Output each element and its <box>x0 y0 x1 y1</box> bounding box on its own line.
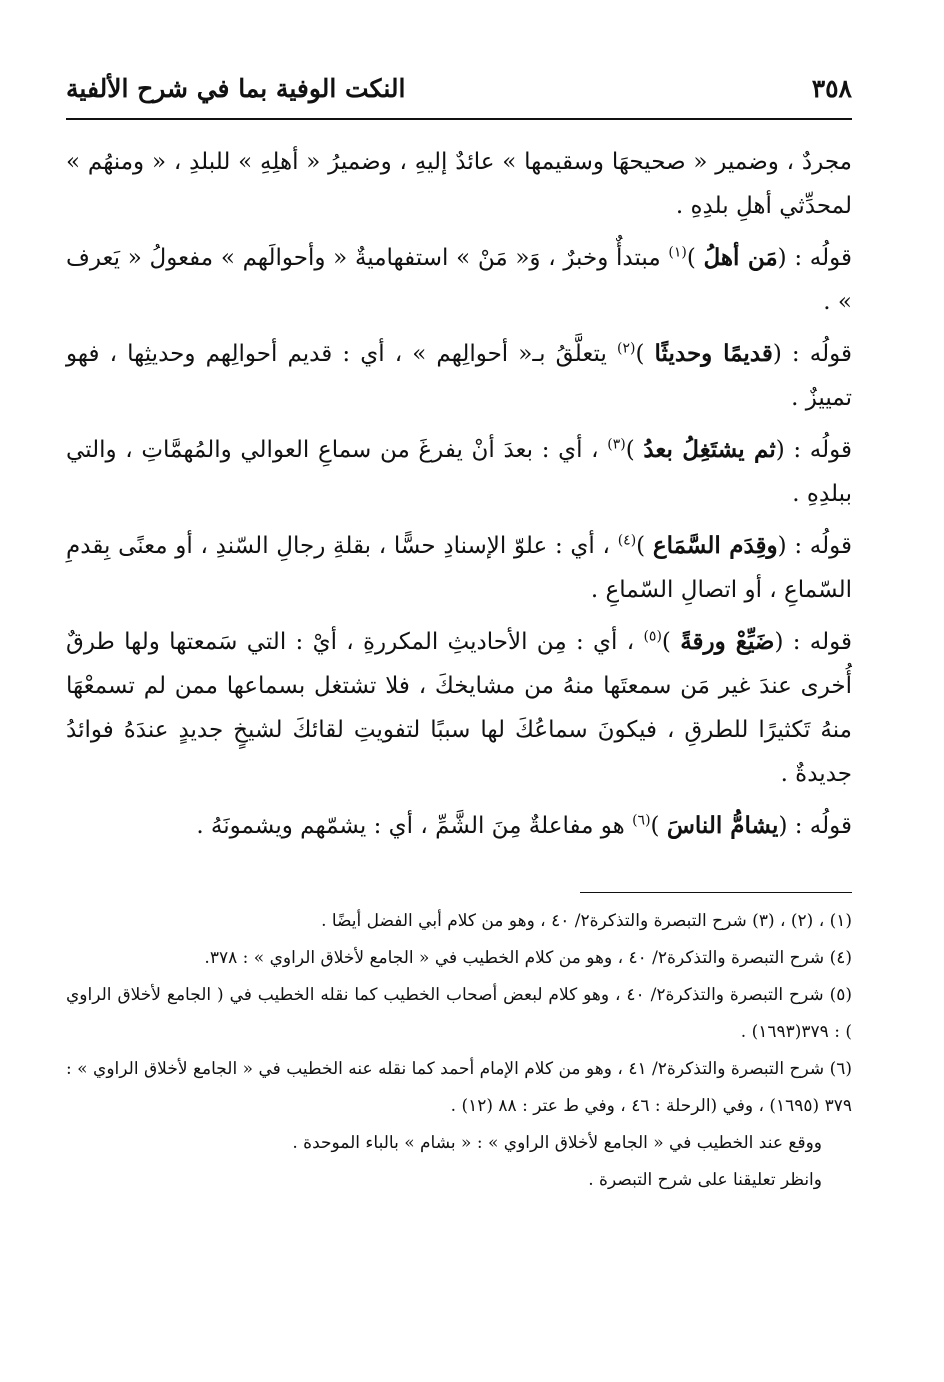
running-header <box>66 64 852 114</box>
quoted-phrase: يشامُّ الناسَ <box>666 812 779 839</box>
footnote-6-continuation: ووقع عند الخطيب في « الجامع لأخلاق الراوي » : « بشام » بالباء الموحدة . <box>292 1133 822 1153</box>
footnote-ref: (٤) <box>617 532 637 549</box>
quoted-phrase: قديمًا وحديثًا <box>654 340 773 367</box>
footnote-4: (٤) شرح التبصرة والتذكرة٢/ ٤٠ ، وهو من كلام الخطيب في « الجامع لأخلاق الراوي » : ٣٧٨. <box>204 948 852 968</box>
footnote-ref: (٦) <box>632 812 651 829</box>
footnote-ref: (٥) <box>643 628 662 645</box>
main-text <box>66 140 852 848</box>
paragraph-7: قولُه : (يشامُّ الناسَ )$^{(٦)}$ هو مفاعلةٌ مِنَ الشَّمِّ ، أي : يشمّهم ويشمونَهُ . <box>196 812 852 839</box>
footnote-ref: (٣) <box>607 436 626 453</box>
quoted-phrase: مَن أهلُ <box>703 244 778 271</box>
quoted-phrase: وقِدَم السَّمَاع <box>652 532 778 559</box>
paragraph-2: قولُه : (مَن أهلُ )$^{(١)}$ مبتدأٌ وخبرٌ ، وَ« مَنْ » استفهاميةٌ « وأحوالَهم » مفعولُ « يَعرف » . <box>66 244 852 315</box>
paragraph-5: قولُه : (وقِدَم السَّمَاع )$^{(٤)}$ ، أي : علوّ الإسنادِ حسًّا ، بقلةِ رجالِ السّندِ ، أو معنًى بِقدمِ السّماعِ ، أو اتصالِ السّماعِ . <box>66 532 853 603</box>
footnotes <box>66 903 852 1199</box>
footnote-ref: (١) <box>668 244 687 261</box>
footnote-ref: (٢) <box>616 340 636 357</box>
footnote-5: (٥) شرح التبصرة والتذكرة٢/ ٤٠ ، وهو كلام لبعض أصحاب الخطيب كما نقله الخطيب في ( الجامع لأخلاق الراوي ) : ٣٧٩(١٦٩٣) . <box>66 985 852 1042</box>
header-rule <box>66 118 852 120</box>
quoted-phrase: ضَيِّعْ ورقةً <box>680 628 775 655</box>
page-number: ٣٥٨ <box>811 74 852 103</box>
footnote-6-continuation: وانظر تعليقنا على شرح التبصرة . <box>588 1170 822 1190</box>
quoted-phrase: ثم يشتَغِلُ بعدُ <box>643 436 776 463</box>
footnote-6: (٦) شرح التبصرة والتذكرة٢/ ٤١ ، وهو من كلام الإمام أحمد كما نقله عنه الخطيب في « الجامع لأخلاق الراوي » : ٣٧٩ (١٦٩٥) ، وفي (الرحلة : ٤٦ ، وفي ط عتر : ٨٨ (١٢) . <box>66 1059 852 1116</box>
paragraph-6: قوله : (ضَيِّعْ ورقةً )$^{(٥)}$ ، أي : مِن الأحاديثِ المكررةِ ، أيْ : التي سَمعتها ولها طرقٌ أُخرى عندَ غير مَن سمعتَها منهُ من مشايخكَ ، فلا تشتغل بسماعها ممن لم تسمعْهَا منهُ تَكثيرًا للطرقِ ، فيكونَ سماعُكَ لها سببًا لتفويتِ لقائكَ لشيخٍ جديدٍ عندَهُ فوائدُ جديدةٌ . <box>66 628 853 787</box>
paragraph-3: قولُه : (قديمًا وحديثًا )$^{(٢)}$ يتعلَّقُ بـ« أحوالِهم » ، أي : قديم أحوالِهم وحديثِها ، فهو تمييزٌ . <box>66 340 852 411</box>
footnote-separator <box>580 892 852 893</box>
paragraph-1: مجردٌ ، وضمير « صحيحهَا وسقيمها » عائدٌ إليهِ ، وضميرُ « أهلِهِ » للبلدِ ، « ومنهُم » لمحدِّثي أهلِ بلدِهِ . <box>66 149 852 219</box>
footnote-1-3: (١) ، (٢) ، (٣) شرح التبصرة والتذكرة٢/ ٤٠ ، وهو من كلام أبي الفضل أيضًا . <box>321 911 852 931</box>
book-title: النكت الوفية بما في شرح الألفية <box>66 74 406 103</box>
paragraph-4: قولُه : (ثم يشتَغِلُ بعدُ )$^{(٣)}$ ، أي : بعدَ أنْ يفرغَ من سماعِ العوالي والمُهمَّاتِ ، والتي ببلدِهِ . <box>66 436 852 507</box>
